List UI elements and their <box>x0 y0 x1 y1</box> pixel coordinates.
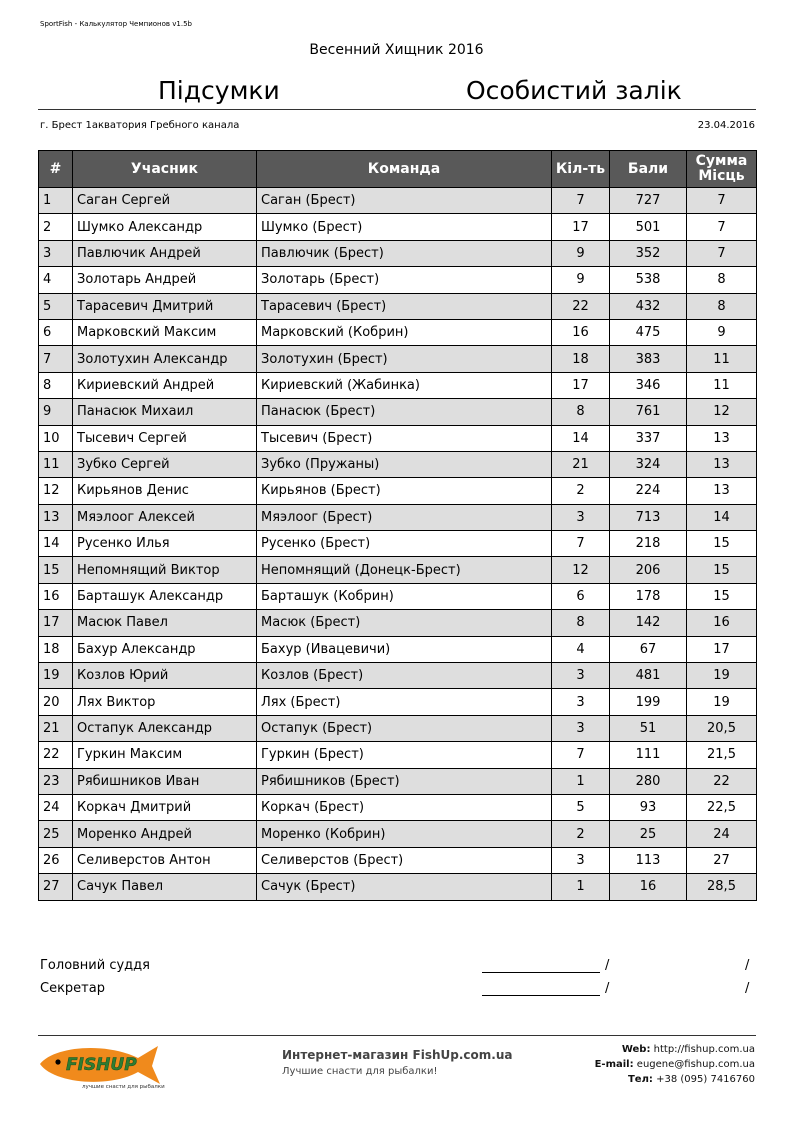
cell-count: 17 <box>552 214 610 240</box>
contact-phone <box>628 1074 755 1085</box>
cell-count: 3 <box>552 847 610 873</box>
column-header-place-sum: Сумма Місць <box>687 151 757 188</box>
cell-number: 19 <box>39 663 73 689</box>
cell-team: Барташук (Кобрин) <box>257 583 552 609</box>
cell-count: 7 <box>552 188 610 214</box>
cell-participant: Бахур Александр <box>73 636 257 662</box>
table-row <box>39 531 757 557</box>
cell-points: 432 <box>610 293 687 319</box>
cell-number: 10 <box>39 425 73 451</box>
table-row <box>39 610 757 636</box>
fish-logo-icon <box>36 1040 166 1092</box>
report-subtitle: Особистий залік <box>466 76 682 105</box>
table-row <box>39 346 757 372</box>
cell-participant: Рябишников Иван <box>73 768 257 794</box>
cell-points: 346 <box>610 372 687 398</box>
table-row <box>39 267 757 293</box>
cell-count: 14 <box>552 425 610 451</box>
cell-participant: Панасюк Михаил <box>73 399 257 425</box>
cell-number: 8 <box>39 372 73 398</box>
cell-participant: Павлючик Андрей <box>73 240 257 266</box>
cell-points: 475 <box>610 319 687 345</box>
report-title: Підсумки <box>158 76 280 105</box>
cell-participant: Моренко Андрей <box>73 821 257 847</box>
table-row <box>39 478 757 504</box>
cell-points: 67 <box>610 636 687 662</box>
cell-team: Масюк (Брест) <box>257 610 552 636</box>
cell-team: Шумко (Брест) <box>257 214 552 240</box>
cell-participant: Лях Виктор <box>73 689 257 715</box>
contact-web <box>622 1044 755 1055</box>
cell-team: Золотарь (Брест) <box>257 267 552 293</box>
cell-points: 727 <box>610 188 687 214</box>
event-title: Весенний Хищник 2016 <box>309 42 484 58</box>
svg-text:лучшие снасти для рыбалки: лучшие снасти для рыбалки <box>82 1084 165 1090</box>
cell-number: 18 <box>39 636 73 662</box>
cell-points: 481 <box>610 663 687 689</box>
email-link[interactable]: eugene@fishup.com.ua <box>636 1059 755 1070</box>
results-body <box>39 188 757 901</box>
cell-count: 16 <box>552 319 610 345</box>
table-row <box>39 557 757 583</box>
cell-count: 6 <box>552 583 610 609</box>
cell-participant: Гуркин Максим <box>73 742 257 768</box>
cell-number: 22 <box>39 742 73 768</box>
table-header-row <box>39 151 757 188</box>
cell-count: 7 <box>552 742 610 768</box>
cell-count: 9 <box>552 267 610 293</box>
cell-points: 538 <box>610 267 687 293</box>
phone-label: Тел: <box>627 1074 653 1085</box>
cell-place-sum: 9 <box>687 319 757 345</box>
cell-count: 8 <box>552 399 610 425</box>
table-row <box>39 794 757 820</box>
cell-number: 5 <box>39 293 73 319</box>
cell-participant: Коркач Дмитрий <box>73 794 257 820</box>
cell-count: 18 <box>552 346 610 372</box>
fishup-logo <box>36 1040 166 1092</box>
cell-count: 2 <box>552 478 610 504</box>
cell-place-sum: 11 <box>687 346 757 372</box>
cell-team: Кирьянов (Брест) <box>257 478 552 504</box>
results-table <box>38 150 757 901</box>
cell-place-sum: 7 <box>687 188 757 214</box>
web-link[interactable]: http://fishup.com.ua <box>653 1044 755 1055</box>
cell-place-sum: 11 <box>687 372 757 398</box>
contact-email <box>595 1059 755 1070</box>
cell-points: 25 <box>610 821 687 847</box>
table-row <box>39 583 757 609</box>
shop-tagline: Лучшие снасти для рыбалки! <box>282 1066 438 1077</box>
chief-judge-label: Головний суддя <box>40 958 150 973</box>
cell-number: 2 <box>39 214 73 240</box>
cell-team: Панасюк (Брест) <box>257 399 552 425</box>
table-row <box>39 188 757 214</box>
cell-count: 7 <box>552 531 610 557</box>
cell-count: 9 <box>552 240 610 266</box>
cell-place-sum: 14 <box>687 504 757 530</box>
secretary-label: Секретар <box>40 981 105 996</box>
cell-number: 14 <box>39 531 73 557</box>
table-row <box>39 636 757 662</box>
cell-count: 8 <box>552 610 610 636</box>
cell-place-sum: 15 <box>687 557 757 583</box>
cell-place-sum: 19 <box>687 689 757 715</box>
cell-participant: Золотарь Андрей <box>73 267 257 293</box>
cell-number: 25 <box>39 821 73 847</box>
cell-participant: Козлов Юрий <box>73 663 257 689</box>
column-header-points: Бали <box>610 151 687 188</box>
table-row <box>39 874 757 900</box>
cell-participant: Тысевич Сергей <box>73 425 257 451</box>
cell-points: 280 <box>610 768 687 794</box>
cell-place-sum: 7 <box>687 214 757 240</box>
cell-count: 3 <box>552 689 610 715</box>
table-row <box>39 214 757 240</box>
cell-participant: Селиверстов Антон <box>73 847 257 873</box>
cell-place-sum: 22 <box>687 768 757 794</box>
cell-number: 26 <box>39 847 73 873</box>
cell-points: 337 <box>610 425 687 451</box>
cell-points: 206 <box>610 557 687 583</box>
web-label: Web: <box>621 1044 651 1055</box>
cell-team: Рябишников (Брест) <box>257 768 552 794</box>
cell-number: 13 <box>39 504 73 530</box>
cell-count: 4 <box>552 636 610 662</box>
column-header-team: Команда <box>257 151 552 188</box>
top-divider <box>38 109 756 110</box>
cell-points: 111 <box>610 742 687 768</box>
cell-points: 501 <box>610 214 687 240</box>
cell-place-sum: 24 <box>687 821 757 847</box>
cell-place-sum: 17 <box>687 636 757 662</box>
cell-place-sum: 7 <box>687 240 757 266</box>
cell-number: 3 <box>39 240 73 266</box>
cell-number: 1 <box>39 188 73 214</box>
cell-participant: Золотухин Александр <box>73 346 257 372</box>
table-row <box>39 847 757 873</box>
cell-number: 15 <box>39 557 73 583</box>
cell-participant: Барташук Александр <box>73 583 257 609</box>
cell-number: 17 <box>39 610 73 636</box>
cell-team: Зубко (Пружаны) <box>257 451 552 477</box>
table-row <box>39 293 757 319</box>
column-header-number: # <box>39 151 73 188</box>
cell-place-sum: 20,5 <box>687 715 757 741</box>
cell-participant: Кириевский Андрей <box>73 372 257 398</box>
cell-participant: Шумко Александр <box>73 214 257 240</box>
cell-points: 178 <box>610 583 687 609</box>
chief-judge-slash-end: / <box>745 958 750 973</box>
cell-team: Павлючик (Брест) <box>257 240 552 266</box>
cell-number: 16 <box>39 583 73 609</box>
cell-team: Саган (Брест) <box>257 188 552 214</box>
cell-team: Кириевский (Жабинка) <box>257 372 552 398</box>
secretary-slash-end: / <box>745 981 750 996</box>
cell-team: Коркач (Брест) <box>257 794 552 820</box>
cell-place-sum: 19 <box>687 663 757 689</box>
cell-points: 16 <box>610 874 687 900</box>
bottom-divider <box>38 1035 756 1036</box>
event-location: г. Брест 1акватория Гребного канала <box>40 120 240 131</box>
table-row <box>39 821 757 847</box>
cell-place-sum: 15 <box>687 531 757 557</box>
cell-place-sum: 22,5 <box>687 794 757 820</box>
cell-number: 11 <box>39 451 73 477</box>
cell-number: 21 <box>39 715 73 741</box>
cell-place-sum: 8 <box>687 293 757 319</box>
table-row <box>39 399 757 425</box>
cell-participant: Остапук Александр <box>73 715 257 741</box>
cell-team: Мяэлоог (Брест) <box>257 504 552 530</box>
cell-team: Сачук (Брест) <box>257 874 552 900</box>
cell-participant: Саган Сергей <box>73 188 257 214</box>
cell-team: Русенко (Брест) <box>257 531 552 557</box>
cell-team: Непомнящий (Донецк-Брест) <box>257 557 552 583</box>
cell-participant: Тарасевич Дмитрий <box>73 293 257 319</box>
cell-points: 383 <box>610 346 687 372</box>
cell-count: 17 <box>552 372 610 398</box>
table-row <box>39 451 757 477</box>
cell-place-sum: 27 <box>687 847 757 873</box>
cell-points: 142 <box>610 610 687 636</box>
cell-participant: Масюк Павел <box>73 610 257 636</box>
cell-place-sum: 12 <box>687 399 757 425</box>
cell-place-sum: 16 <box>687 610 757 636</box>
cell-team: Гуркин (Брест) <box>257 742 552 768</box>
cell-count: 2 <box>552 821 610 847</box>
table-row <box>39 689 757 715</box>
cell-points: 199 <box>610 689 687 715</box>
cell-team: Марковский (Кобрин) <box>257 319 552 345</box>
cell-number: 24 <box>39 794 73 820</box>
table-row <box>39 715 757 741</box>
cell-participant: Сачук Павел <box>73 874 257 900</box>
cell-points: 93 <box>610 794 687 820</box>
cell-count: 3 <box>552 663 610 689</box>
cell-points: 324 <box>610 451 687 477</box>
cell-number: 20 <box>39 689 73 715</box>
cell-participant: Непомнящий Виктор <box>73 557 257 583</box>
cell-place-sum: 13 <box>687 451 757 477</box>
table-row <box>39 425 757 451</box>
table-row <box>39 240 757 266</box>
table-row <box>39 372 757 398</box>
cell-points: 761 <box>610 399 687 425</box>
shop-name: Интернет-магазин FishUp.com.ua <box>282 1048 513 1062</box>
column-header-participant: Учасник <box>73 151 257 188</box>
cell-team: Моренко (Кобрин) <box>257 821 552 847</box>
table-row <box>39 319 757 345</box>
cell-place-sum: 13 <box>687 478 757 504</box>
cell-points: 713 <box>610 504 687 530</box>
cell-place-sum: 21,5 <box>687 742 757 768</box>
cell-number: 12 <box>39 478 73 504</box>
cell-number: 9 <box>39 399 73 425</box>
cell-team: Лях (Брест) <box>257 689 552 715</box>
cell-points: 113 <box>610 847 687 873</box>
cell-count: 12 <box>552 557 610 583</box>
chief-judge-slash: / <box>605 958 610 973</box>
cell-points: 51 <box>610 715 687 741</box>
cell-team: Золотухин (Брест) <box>257 346 552 372</box>
table-row <box>39 504 757 530</box>
cell-team: Тысевич (Брест) <box>257 425 552 451</box>
cell-count: 3 <box>552 504 610 530</box>
cell-count: 1 <box>552 874 610 900</box>
cell-count: 5 <box>552 794 610 820</box>
cell-place-sum: 8 <box>687 267 757 293</box>
cell-team: Тарасевич (Брест) <box>257 293 552 319</box>
cell-participant: Мяэлоог Алексей <box>73 504 257 530</box>
cell-participant: Кирьянов Денис <box>73 478 257 504</box>
cell-points: 352 <box>610 240 687 266</box>
svg-text:FISHUP: FISHUP <box>66 1055 137 1075</box>
cell-team: Остапук (Брест) <box>257 715 552 741</box>
cell-number: 23 <box>39 768 73 794</box>
phone-number: +38 (095) 7416760 <box>656 1074 755 1085</box>
cell-participant: Марковский Максим <box>73 319 257 345</box>
cell-participant: Зубко Сергей <box>73 451 257 477</box>
cell-count: 3 <box>552 715 610 741</box>
app-label: SportFish - Калькулятор Чемпионов v1.5b <box>40 20 192 28</box>
cell-points: 224 <box>610 478 687 504</box>
table-row <box>39 663 757 689</box>
cell-number: 6 <box>39 319 73 345</box>
cell-number: 4 <box>39 267 73 293</box>
cell-place-sum: 28,5 <box>687 874 757 900</box>
cell-participant: Русенко Илья <box>73 531 257 557</box>
cell-count: 21 <box>552 451 610 477</box>
cell-place-sum: 13 <box>687 425 757 451</box>
table-row <box>39 768 757 794</box>
event-date: 23.04.2016 <box>697 120 755 131</box>
cell-team: Козлов (Брест) <box>257 663 552 689</box>
cell-team: Бахур (Ивацевичи) <box>257 636 552 662</box>
cell-number: 27 <box>39 874 73 900</box>
secretary-slash: / <box>605 981 610 996</box>
secretary-signature-line <box>482 995 600 996</box>
chief-judge-signature-line <box>482 972 600 973</box>
email-label: E-mail: <box>594 1059 634 1070</box>
cell-points: 218 <box>610 531 687 557</box>
cell-count: 22 <box>552 293 610 319</box>
cell-team: Селиверстов (Брест) <box>257 847 552 873</box>
cell-number: 7 <box>39 346 73 372</box>
column-header-count: Кіл-ть <box>552 151 610 188</box>
cell-place-sum: 15 <box>687 583 757 609</box>
cell-count: 1 <box>552 768 610 794</box>
table-row <box>39 742 757 768</box>
